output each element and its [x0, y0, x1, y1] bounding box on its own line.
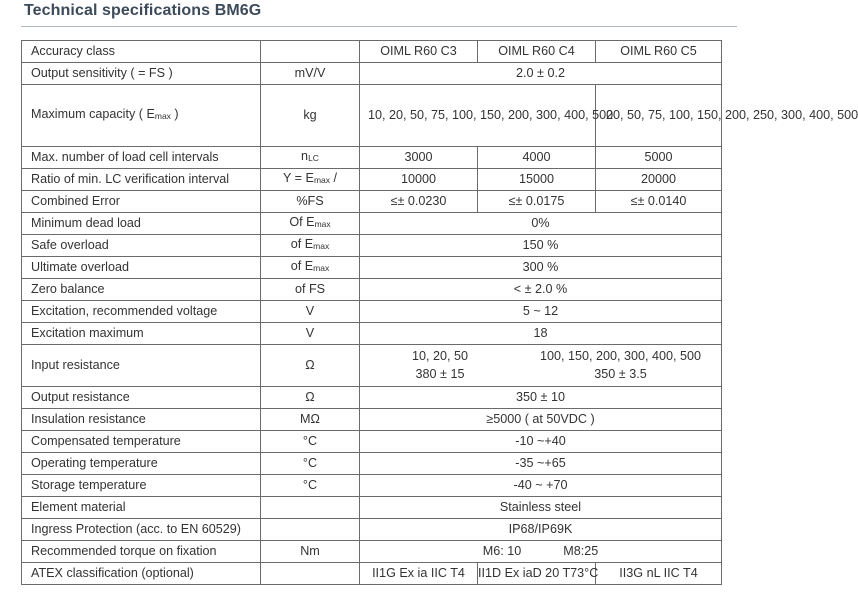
value-cell: -35 ~+65 [360, 453, 722, 475]
unit-subscript: max [314, 219, 331, 229]
param-text: ) [170, 107, 179, 121]
param-cell: Ratio of min. LC verification interval [22, 169, 261, 191]
table-row [22, 387, 722, 409]
param-cell: Ultimate overload [22, 257, 261, 279]
unit-cell: Nm [261, 541, 360, 563]
unit-cell [261, 563, 360, 585]
param-cell: Ingress Protection (acc. to EN 60529) [22, 519, 261, 541]
param-cell: Insulation resistance [22, 409, 261, 431]
value-cell: < ± 2.0 % [360, 279, 722, 301]
unit-cell: °C [261, 475, 360, 497]
input-resistance-capacity-left: 10, 20, 50 [411, 349, 469, 363]
table-row [22, 41, 722, 63]
c3-cell: OIML R60 C3 [360, 41, 478, 63]
table-row [22, 85, 722, 147]
value-cell: IP68/IP69K [360, 519, 722, 541]
unit-cell: mV/V [261, 63, 360, 85]
unit-cell: kg [261, 85, 360, 147]
table-row [22, 213, 722, 235]
param-cell [22, 85, 261, 147]
unit-cell: Ω [261, 387, 360, 409]
value-cell: 5 ~ 12 [360, 301, 722, 323]
value-cell: -10 ~+40 [360, 431, 722, 453]
c3-cell: ≤± 0.0230 [360, 191, 478, 213]
table-row [22, 345, 722, 387]
param-cell: Combined Error [22, 191, 261, 213]
unit-cell: °C [261, 431, 360, 453]
table-row [22, 453, 722, 475]
input-resistance-value-right: 350 ± 3.5 [594, 367, 647, 381]
unit-cell: %FS [261, 191, 360, 213]
param-cell: Minimum dead load [22, 213, 261, 235]
c5-cell: ≤± 0.0140 [596, 191, 722, 213]
table-row [22, 475, 722, 497]
param-cell: Excitation, recommended voltage [22, 301, 261, 323]
unit-text: Y = E [283, 171, 314, 185]
unit-subscript: max [313, 241, 330, 251]
unit-cell: of FS [261, 279, 360, 301]
capacity-c5-cell: 20, 50, 75, 100, 150, 200, 250, 300, 400, 500 [596, 85, 722, 147]
input-resistance-value-left: 380 ± 15 [415, 367, 465, 381]
param-subscript: max [154, 111, 171, 121]
table-row [22, 409, 722, 431]
value-cell: M6: 10 M8:25 [360, 541, 722, 563]
table-row [22, 563, 722, 585]
table-row [22, 63, 722, 85]
param-cell: Output sensitivity ( = FS ) [22, 63, 261, 85]
unit-cell [261, 169, 360, 191]
table-row [22, 147, 722, 169]
unit-text: / [330, 171, 337, 185]
c5-cell: 5000 [596, 147, 722, 169]
param-cell: Storage temperature [22, 475, 261, 497]
input-resistance-capacity-right: 100, 150, 200, 300, 400, 500 [539, 349, 702, 363]
table-row [22, 235, 722, 257]
unit-cell: V [261, 323, 360, 345]
value-cell: 18 [360, 323, 722, 345]
c4-cell: II1D Ex iaD 20 T73°C [478, 563, 596, 585]
table-row [22, 497, 722, 519]
table-row [22, 191, 722, 213]
unit-subscript: LC [308, 153, 319, 163]
c4-cell: OIML R60 C4 [478, 41, 596, 63]
title-divider [21, 26, 737, 27]
unit-text: of E [290, 259, 314, 273]
table-row [22, 431, 722, 453]
param-text: Maximum capacity ( E [31, 107, 155, 121]
param-cell: Safe overload [22, 235, 261, 257]
table-row [22, 541, 722, 563]
unit-cell [261, 213, 360, 235]
page-title: Technical specifications BM6G [24, 2, 262, 19]
capacity-c3-c4-cell: 10, 20, 50, 75, 100, 150, 200, 300, 400, 500 [360, 85, 596, 147]
value-cell: 300 % [360, 257, 722, 279]
unit-cell [261, 235, 360, 257]
param-cell: Accuracy class [22, 41, 261, 63]
table-row [22, 257, 722, 279]
c4-cell: 15000 [478, 169, 596, 191]
table-row [22, 323, 722, 345]
value-cell: Stainless steel [360, 497, 722, 519]
unit-subscript: max [313, 175, 330, 185]
c3-cell: 10000 [360, 169, 478, 191]
value-cell: 350 ± 10 [360, 387, 722, 409]
c5-cell: II3G nL IIC T4 [596, 563, 722, 585]
param-cell: Compensated temperature [22, 431, 261, 453]
param-cell: Excitation maximum [22, 323, 261, 345]
value-cell: 0% [360, 213, 722, 235]
param-cell: Output resistance [22, 387, 261, 409]
table-row [22, 301, 722, 323]
unit-cell: Ω [261, 345, 360, 387]
table-row [22, 169, 722, 191]
unit-cell [261, 497, 360, 519]
unit-cell: V [261, 301, 360, 323]
value-cell: 2.0 ± 0.2 [360, 63, 722, 85]
param-cell: Zero balance [22, 279, 261, 301]
unit-cell: °C [261, 453, 360, 475]
unit-subscript: max [313, 263, 330, 273]
param-cell: Operating temperature [22, 453, 261, 475]
c3-cell: 3000 [360, 147, 478, 169]
param-cell: Element material [22, 497, 261, 519]
unit-text: n [301, 149, 309, 163]
value-cell: 150 % [360, 235, 722, 257]
c4-cell: ≤± 0.0175 [478, 191, 596, 213]
param-cell: Recommended torque on fixation [22, 541, 261, 563]
specifications-table [21, 40, 858, 585]
param-cell: Input resistance [22, 345, 261, 387]
c5-cell: OIML R60 C5 [596, 41, 722, 63]
value-cell: ≥5000 ( at 50VDC ) [360, 409, 722, 431]
value-cell: -40 ~ +70 [360, 475, 722, 497]
unit-cell [261, 41, 360, 63]
unit-cell [261, 147, 360, 169]
unit-cell: MΩ [261, 409, 360, 431]
c5-cell: 20000 [596, 169, 722, 191]
param-cell: ATEX classification (optional) [22, 563, 261, 585]
unit-cell [261, 519, 360, 541]
table-row [22, 519, 722, 541]
input-resistance-cell [360, 345, 722, 387]
c3-cell: II1G Ex ia IIC T4 [360, 563, 478, 585]
param-cell: Max. number of load cell intervals [22, 147, 261, 169]
c4-cell: 4000 [478, 147, 596, 169]
unit-text: of E [290, 237, 314, 251]
unit-text: Of E [289, 215, 315, 229]
table-row [22, 279, 722, 301]
unit-cell [261, 257, 360, 279]
